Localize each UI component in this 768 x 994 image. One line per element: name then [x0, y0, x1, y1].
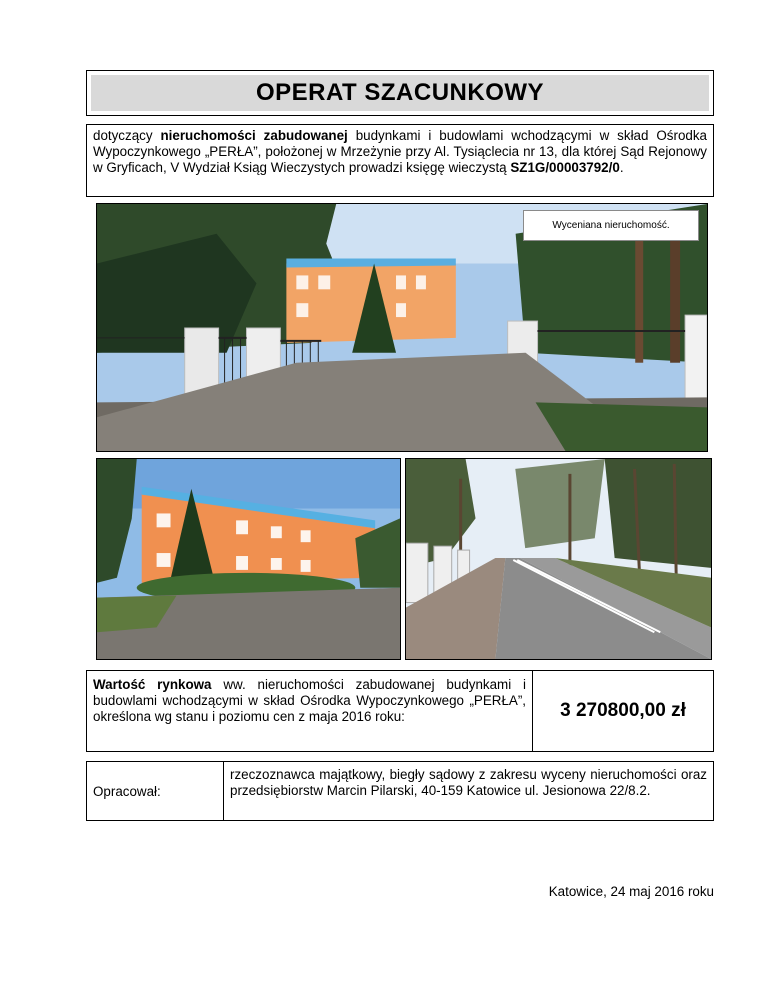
intro-text-3: .	[619, 160, 624, 175]
market-value-text: ww. nieruchomości zabudowanej budynkami i budowlami wchodzącymi w skład Ośrodka Wypoczynkowego „PERŁA”, określona wg stanu i poziomu cen z maja 2016 roku:	[93, 677, 526, 724]
photo-main-image	[97, 204, 707, 451]
place-and-date: Katowice, 24 maj 2016 roku	[548, 884, 714, 899]
photo-street	[405, 458, 712, 660]
title-banner	[91, 75, 709, 111]
photo-caption: Wyceniana nieruchomość.	[523, 210, 699, 241]
market-value-label: Wartość rynkowa	[93, 677, 212, 692]
author-details: rzeczoznawca majątkowy, biegły sądowy z zakresu wyceny nieruchomości oraz przedsiębiorstw Marcin Pilarski, 40-159 Katowice ul. Jesionowa 22/8.2.	[230, 767, 707, 798]
intro-text-1: dotyczący	[93, 128, 161, 143]
photo-main-entrance	[96, 203, 708, 452]
photo-building-image	[97, 459, 400, 659]
author-label: Opracował:	[87, 762, 224, 820]
author-table	[86, 761, 714, 821]
market-value-table	[86, 670, 714, 752]
photo-building	[96, 458, 401, 660]
photo-street-image	[406, 459, 711, 659]
market-value-description	[87, 671, 533, 751]
intro-bold-property: nieruchomości zabudowanej	[160, 128, 348, 143]
intro-land-register-number: SZ1G/00003792/0	[510, 160, 620, 175]
market-value-amount: 3 270800,00 zł	[560, 700, 686, 721]
intro-paragraph	[86, 124, 714, 197]
page-title: OPERAT SZACUNKOWY	[255, 79, 545, 106]
title-box	[86, 70, 714, 116]
intro-text-2: budynkami i budowlami wchodzącymi w skład Ośrodka Wypoczynkowego „PERŁA”, położonej w Mrzeżynie przy Al. Tysiąclecia nr 13, dla której Sąd Rejonowy w Gryficach, V Wydział Ksiąg Wieczystych prowadzi księgę wieczystą	[93, 128, 707, 175]
